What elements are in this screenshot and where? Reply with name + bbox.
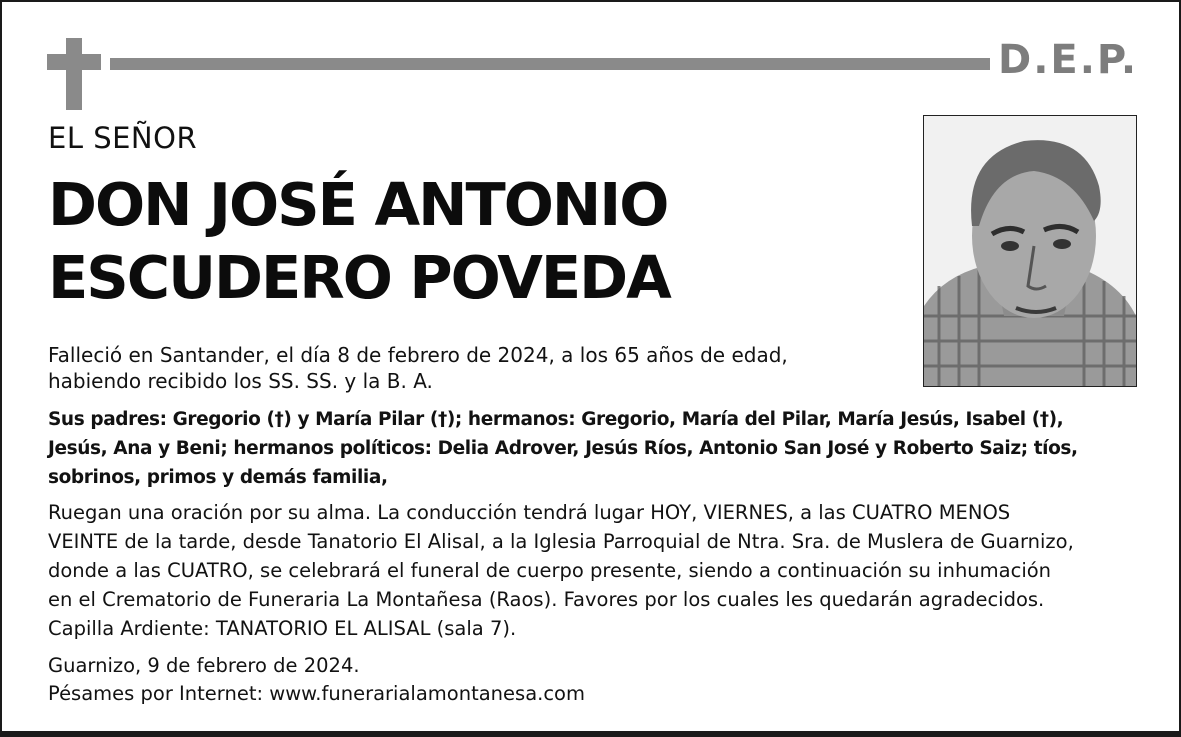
service-line: Capilla Ardiente: TANATORIO EL ALISAL (sala 7). (48, 617, 517, 640)
service-line: VEINTE de la tarde, desde Tanatorio El Alisal, a la Iglesia Parroquial de Ntra. Sra. de Muslera de Guarnizo, (48, 530, 1074, 553)
death-notice-line: habiendo recibido los SS. SS. y la B. A. (48, 369, 433, 393)
deceased-photo (923, 115, 1137, 387)
header-rule (110, 58, 990, 70)
family-list (48, 405, 1078, 492)
cross-icon (47, 38, 101, 110)
death-notice (48, 342, 788, 394)
name-line-2: ESCUDERO POVEDA (48, 243, 670, 312)
service-line: donde a las CUATRO, se celebrará el funeral de cuerpo presente, siendo a continuación su inhumación (48, 559, 1052, 582)
service-details (48, 498, 1074, 643)
death-notice-line: Falleció en Santander, el día 8 de febrero de 2024, a los 65 años de edad, (48, 343, 788, 367)
family-line: sobrinos, primos y demás familia, (48, 467, 388, 488)
footer (48, 652, 585, 708)
dep-label: D.E.P. (998, 37, 1139, 83)
family-line: Sus padres: Gregorio (†) y María Pilar (†); hermanos: Gregorio, María del Pilar, María Jesús, Isabel (†), (48, 409, 1064, 430)
family-line: Jesús, Ana y Beni; hermanos políticos: Delia Adrover, Jesús Ríos, Antonio San José y Roberto Saiz; tíos, (48, 438, 1078, 459)
intro-title: EL SEÑOR (48, 121, 198, 155)
deceased-name (48, 168, 908, 314)
service-line: Ruegan una oración por su alma. La conducción tendrá lugar HOY, VIERNES, a las CUATRO MENOS (48, 501, 1011, 524)
name-line-1: DON JOSÉ ANTONIO (48, 170, 668, 239)
service-line: en el Crematorio de Funeraria La Montañesa (Raos). Favores por los cuales les quedarán agradecidos. (48, 588, 1045, 611)
condolences-web: Pésames por Internet: www.funerarialamontanesa.com (48, 682, 585, 705)
place-date: Guarnizo, 9 de febrero de 2024. (48, 654, 360, 677)
